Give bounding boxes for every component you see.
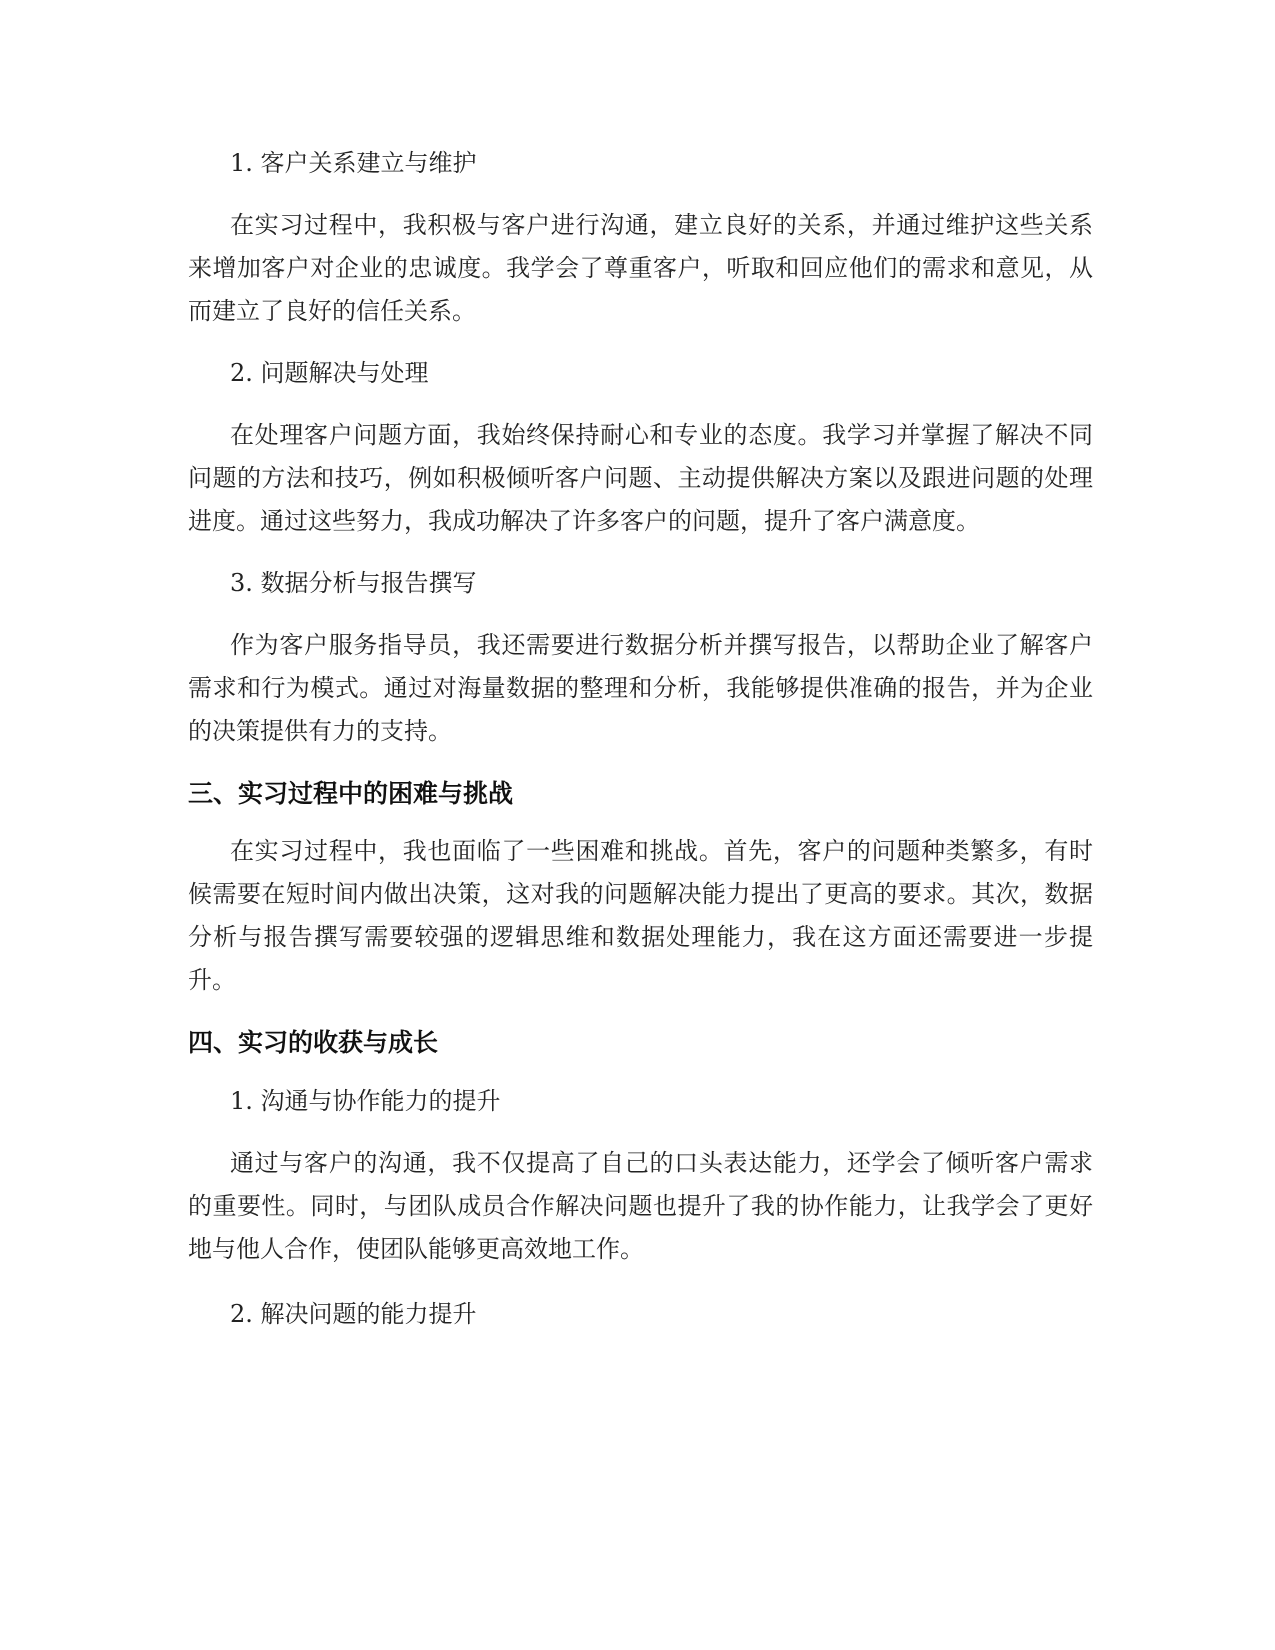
document-body: [188, 145, 1093, 1332]
paragraph-communication: 通过与客户的沟通，我不仅提高了自己的口头表达能力，还学会了倾听客户需求的重要性。同时，与团队成员合作解决问题也提升了我的协作能力，让我学会了更好地与他人合作，使团队能够更高效地工作。: [188, 1149, 1093, 1263]
subheading-problem-solving-ability: 2. 解决问题的能力提升: [230, 1300, 477, 1328]
section-heading-gains: 四、实习的收获与成长: [188, 1028, 439, 1057]
subheading-problem-solving: 2. 问题解决与处理: [230, 359, 429, 387]
paragraph-problem-solving: 在处理客户问题方面，我始终保持耐心和专业的态度。我学习并掌握了解决不同问题的方法和技巧，例如积极倾听客户问题、主动提供解决方案以及跟进问题的处理进度。通过这些努力，我成功解决了许多客户的问题，提升了客户满意度。: [188, 421, 1093, 535]
subheading-data-analysis: 3. 数据分析与报告撰写: [230, 569, 477, 597]
paragraph-difficulties: 在实习过程中，我也面临了一些困难和挑战。首先，客户的问题种类繁多，有时候需要在短时间内做出决策，这对我的问题解决能力提出了更高的要求。其次，数据分析与报告撰写需要较强的逻辑思维和数据处理能力，我在这方面还需要进一步提升。: [188, 837, 1093, 994]
subheading-communication: 1. 沟通与协作能力的提升: [230, 1087, 501, 1115]
paragraph-customer-relations: 在实习过程中，我积极与客户进行沟通，建立良好的关系，并通过维护这些关系来增加客户对企业的忠诚度。我学会了尊重客户，听取和回应他们的需求和意见，从而建立了良好的信任关系。: [188, 211, 1093, 325]
paragraph-data-analysis: 作为客户服务指导员，我还需要进行数据分析并撰写报告，以帮助企业了解客户需求和行为模式。通过对海量数据的整理和分析，我能够提供准确的报告，并为企业的决策提供有力的支持。: [188, 631, 1093, 745]
subheading-customer-relations: 1. 客户关系建立与维护: [230, 149, 477, 177]
section-heading-difficulties: 三、实习过程中的困难与挑战: [188, 779, 514, 808]
